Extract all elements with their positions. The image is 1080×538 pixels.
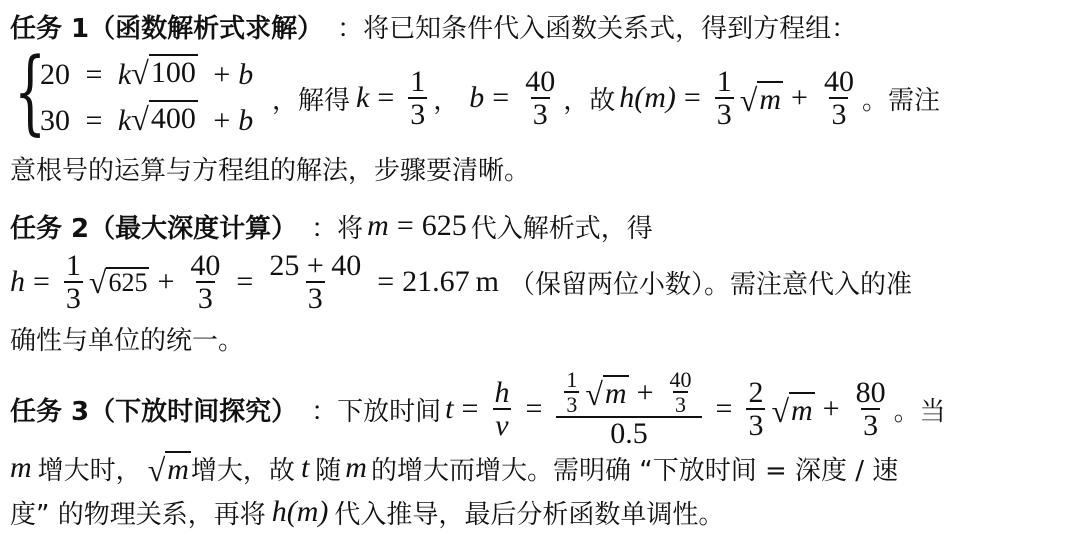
task2-result: 21.67: [402, 265, 470, 298]
task1-solution: ，解得 k = $\frac{1}{3}$ ， b = $\frac{40}{3}$ ，故 h(m) = $\frac{1}{3}$ √ m + $\frac{40}{3}$ 。需注: [272, 64, 940, 131]
task3-title: 任务 3（下放时间探究）: [10, 396, 298, 427]
task3-line2: m 增大时， √ m 增大，故 t 随 m 的增大而增大。需明确 “下放时间 = 深度 / 速: [10, 451, 899, 488]
b-fraction: $\frac{40}{3}$: [525, 64, 556, 131]
task1-intro: ：将已知条件代入函数关系式，得到方程组：: [337, 13, 858, 44]
task1-title: 任务 1（函数解析式求解）: [10, 13, 324, 44]
task1-heading: [10, 6, 857, 46]
k-fraction: $\frac{1}{3}$: [410, 64, 426, 131]
system-eq2: 30 = k √ 400 + b: [40, 101, 254, 137]
task2-equation: h = $\frac{1}{3}$ √ 625 + $\frac{40}{3}$ = $\frac{25 + 40}{3}$ = 21.67 m （保留两位小数）。需注意代入的准: [10, 248, 913, 315]
task2-title: 任务 2（最大深度计算）: [10, 213, 298, 244]
task3-heading: 任务 3（下放时间探究） ：下放时间 t = $\frac{h}{v}$ = $\frac{1}{3}$ √ m + $\frac{40}{3}$ 0.5 = $\frac{2}{3}$ √ m + $\frac{80}{3}$ 。当: [10, 367, 946, 451]
task3-line3: 度” 的物理关系，再将 h(m) 代入推导，最后分析函数单调性。: [10, 495, 725, 530]
task1-note: 意根号的运算与方程组的解法，步骤要清晰。: [10, 155, 531, 186]
task2-note: 确性与单位的统一。: [10, 325, 245, 356]
system-brace: {: [14, 38, 47, 145]
task2-heading: 任务 2（最大深度计算） ：将 m = 625 代入解析式，得: [10, 209, 653, 244]
system-eq1: 20 = k √ 100 + b: [40, 55, 254, 91]
nested-fraction: $\frac{1}{3}$ √ m + $\frac{40}{3}$ 0.5: [556, 368, 701, 450]
